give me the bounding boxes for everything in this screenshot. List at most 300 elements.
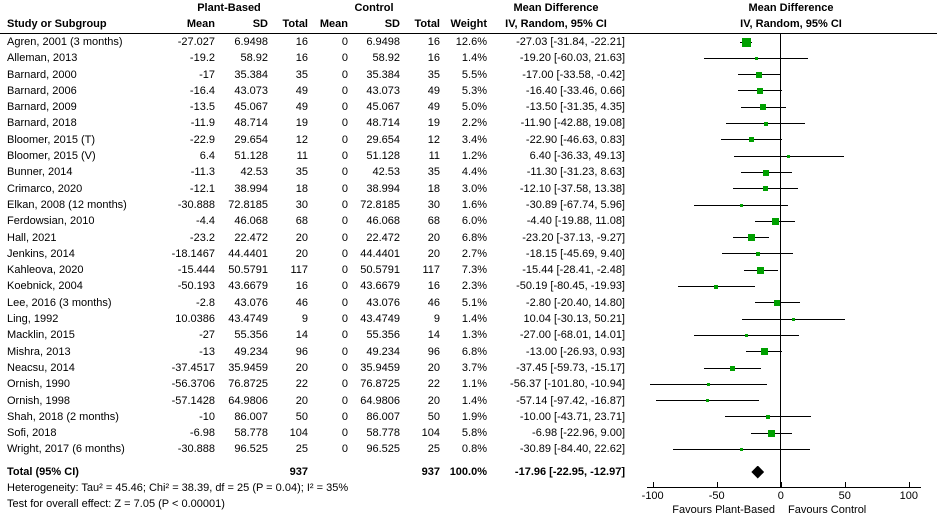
- pb-total-value: 11: [296, 150, 308, 163]
- pb-sd-value: 72.8185: [228, 198, 268, 211]
- study-row: [0, 230, 937, 246]
- group-header-control: Control: [354, 2, 394, 14]
- total-empty: [308, 464, 348, 481]
- ctrl-total-value: 20: [427, 394, 440, 407]
- ctrl-sd-value: 55.356: [366, 329, 400, 342]
- pb-mean-value: -18.1467: [171, 247, 215, 260]
- effect-marker: [748, 234, 755, 241]
- study-label: Ling, 1992: [7, 313, 59, 326]
- ci-plot-cell: [645, 344, 937, 360]
- study-row: [0, 115, 937, 131]
- study-row: [0, 246, 937, 262]
- ctrl-sd-value: 51.128: [366, 150, 400, 163]
- ctrl-sd-value: 38.994: [366, 182, 400, 195]
- effect-marker: [764, 122, 768, 126]
- md-ci-text: -50.19 [-80.45, -19.93]: [516, 280, 625, 293]
- ci-plot-cell: [645, 393, 937, 409]
- study-row: [0, 295, 937, 311]
- study-row: [0, 181, 937, 197]
- pb-mean-value: -11.3: [190, 166, 215, 179]
- axis-tick-label: 50: [838, 490, 851, 502]
- md-ci-text: -57.14 [-97.42, -16.87]: [516, 394, 625, 407]
- ci-plot-cell: [645, 295, 937, 311]
- ctrl-total-value: 16: [427, 36, 440, 48]
- effect-marker: [740, 448, 743, 451]
- ctrl-total-value: 9: [433, 313, 440, 326]
- pb-sd-value: 51.128: [234, 150, 268, 163]
- study-label: Wright, 2017 (6 months): [7, 443, 125, 456]
- pb-total-value: 35: [295, 68, 308, 81]
- col-weight: Weight: [450, 18, 487, 30]
- ctrl-sd-value: 6.9498: [366, 36, 400, 48]
- weight-value: 1.9%: [461, 410, 487, 423]
- effect-marker: [772, 218, 779, 225]
- ctrl-total-value: 20: [427, 361, 440, 374]
- study-row: [0, 376, 937, 392]
- study-label: Kahleova, 2020: [7, 264, 84, 277]
- study-label: Bloomer, 2015 (V): [7, 150, 96, 163]
- pb-total-value: 12: [295, 133, 308, 146]
- ctrl-sd-value: 58.92: [372, 52, 400, 65]
- ctrl-sd-value: 35.9459: [360, 361, 400, 374]
- md-ci-text: -30.89 [-67.74, 5.96]: [525, 198, 625, 211]
- weight-value: 1.2%: [461, 150, 487, 163]
- effect-marker: [707, 383, 710, 386]
- pb-total-value: 19: [295, 117, 308, 130]
- pb-sd-value: 43.076: [234, 296, 268, 309]
- weight-value: 6.8%: [461, 345, 487, 358]
- ctrl-sd-value: 29.654: [366, 133, 400, 146]
- effect-marker: [740, 204, 743, 207]
- ctrl-total-value: 35: [427, 68, 440, 81]
- study-row: [0, 197, 937, 213]
- pb-total-value: 35: [295, 166, 308, 179]
- md-ci-text: -37.45 [-59.73, -15.17]: [516, 361, 625, 374]
- study-label: Elkan, 2008 (12 months): [7, 198, 127, 211]
- pb-mean-value: -11.9: [190, 117, 215, 130]
- summary-diamond: [751, 466, 764, 479]
- pb-mean-value: -30.888: [177, 198, 215, 211]
- pb-total-value: 46: [295, 296, 308, 309]
- md-plot-title: Mean Difference: [748, 2, 834, 14]
- ctrl-sd-value: 86.007: [366, 410, 400, 423]
- pb-sd-value: 76.8725: [228, 378, 268, 391]
- ci-plot-cell: [645, 262, 937, 278]
- pb-total-value: 16: [295, 36, 308, 48]
- ctrl-sd-value: 76.8725: [360, 378, 400, 391]
- ci-plot-cell: [645, 50, 937, 66]
- ctrl-total-value: 46: [427, 296, 440, 309]
- ctrl-mean-value: 0: [341, 394, 348, 407]
- ctrl-total-value: 30: [427, 198, 440, 211]
- ctrl-total-value: 96: [427, 345, 440, 358]
- pb-sd-value: 44.4401: [228, 247, 268, 260]
- effect-marker: [787, 155, 790, 158]
- col-pb-total: Total: [282, 18, 308, 30]
- study-row: [0, 441, 937, 457]
- ci-plot-cell: [645, 148, 937, 164]
- ctrl-total-value: 104: [421, 427, 440, 440]
- md-ci-text: -6.98 [-22.96, 9.00]: [532, 427, 625, 440]
- pb-sd-value: 58.92: [240, 52, 268, 65]
- md-ci-text: -23.20 [-37.13, -9.27]: [522, 231, 625, 244]
- pb-mean-value: -19.2: [189, 52, 215, 65]
- ctrl-mean-value: 0: [341, 117, 348, 130]
- md-column-subtitle: IV, Random, 95% CI: [505, 18, 607, 30]
- pb-mean-value: 6.4: [199, 150, 215, 163]
- pb-sd-value: 55.356: [234, 329, 268, 342]
- weight-value: 1.4%: [461, 52, 487, 65]
- effect-marker: [763, 170, 769, 176]
- study-label: Barnard, 2006: [7, 84, 77, 97]
- ctrl-total-value: 20: [427, 247, 440, 260]
- ci-plot-cell: [645, 246, 937, 262]
- ctrl-sd-value: 46.068: [366, 215, 400, 228]
- ctrl-sd-value: 42.53: [372, 166, 400, 179]
- ctrl-total-value: 22: [427, 378, 440, 391]
- ctrl-total-value: 14: [427, 329, 440, 342]
- ctrl-mean-value: 0: [341, 198, 348, 211]
- study-row: [0, 164, 937, 180]
- effect-marker: [730, 366, 735, 371]
- pb-mean-value: -30.888: [177, 443, 215, 456]
- total-row: [0, 464, 937, 481]
- study-label: Shah, 2018 (2 months): [7, 410, 119, 423]
- weight-value: 5.3%: [461, 84, 487, 97]
- study-label: Agren, 2001 (3 months): [7, 36, 123, 48]
- pb-mean-value: -22.9: [189, 133, 215, 146]
- pb-mean-value: -57.1428: [171, 394, 215, 407]
- study-row: [0, 34, 937, 50]
- pb-total-value: 20: [295, 361, 308, 374]
- heterogeneity-stats: Heterogeneity: Tau² = 45.46; Chi² = 38.39, df = 25 (P = 0.04); I² = 35%: [7, 482, 349, 495]
- ctrl-mean-value: 0: [341, 427, 348, 440]
- weight-value: 12.6%: [455, 36, 487, 48]
- ctrl-sd-value: 44.4401: [360, 247, 400, 260]
- pb-total-value: 96: [295, 345, 308, 358]
- study-label: Neacsu, 2014: [7, 361, 75, 374]
- pb-total-value: 20: [295, 247, 308, 260]
- pb-sd-value: 46.068: [234, 215, 268, 228]
- ctrl-total-value: 18: [427, 182, 440, 195]
- ctrl-mean-value: 0: [341, 182, 348, 195]
- pb-mean-value: -50.193: [177, 280, 215, 293]
- pb-mean-value: -10: [199, 410, 215, 423]
- header-spacer: [0, 0, 150, 16]
- ctrl-total-value: 16: [427, 52, 440, 65]
- weight-value: 5.1%: [461, 296, 487, 309]
- effect-marker: [755, 57, 758, 60]
- weight-value: 5.5%: [461, 68, 487, 81]
- md-plot-subtitle: IV, Random, 95% CI: [740, 18, 842, 30]
- pb-sd-value: 29.654: [234, 133, 268, 146]
- ctrl-sd-value: 35.384: [366, 68, 400, 81]
- ctrl-mean-value: 0: [341, 52, 348, 65]
- weight-value: 0.8%: [461, 443, 487, 456]
- favours-right-label: Favours Control: [788, 504, 867, 516]
- effect-marker: [756, 72, 762, 78]
- md-ci-text: -18.15 [-45.69, 9.40]: [525, 247, 625, 260]
- total-plot-cell: [645, 464, 937, 481]
- study-label: Jenkins, 2014: [7, 247, 75, 260]
- ctrl-mean-value: 0: [341, 84, 348, 97]
- ctrl-sd-value: 45.067: [366, 101, 400, 114]
- md-ci-text: -2.80 [-20.40, 14.80]: [525, 296, 625, 309]
- favours-left-label: Favours Plant-Based: [672, 504, 775, 516]
- md-ci-text: -56.37 [-101.80, -10.94]: [510, 378, 625, 391]
- study-row: [0, 213, 937, 229]
- ctrl-sd-value: 64.9806: [360, 394, 400, 407]
- ci-plot-cell: [645, 34, 937, 50]
- md-ci-text: -15.44 [-28.41, -2.48]: [522, 264, 625, 277]
- study-label: Hall, 2021: [7, 231, 57, 244]
- pb-sd-value: 45.067: [234, 101, 268, 114]
- pb-mean-value: -13: [199, 345, 215, 358]
- pb-total-value: 49: [295, 101, 308, 114]
- ci-plot-cell: [645, 197, 937, 213]
- weight-value: 2.7%: [461, 247, 487, 260]
- study-label: Sofi, 2018: [7, 427, 57, 440]
- total-empty: [150, 464, 215, 481]
- total-ctrl-n: 937: [421, 465, 440, 478]
- ctrl-mean-value: 0: [341, 150, 348, 163]
- effect-marker: [774, 300, 780, 306]
- study-row: [0, 148, 937, 164]
- ctrl-mean-value: 0: [341, 247, 348, 260]
- effect-marker: [766, 415, 770, 419]
- pb-total-value: 9: [301, 313, 308, 326]
- ci-plot-cell: [645, 164, 937, 180]
- pb-total-value: 50: [295, 410, 308, 423]
- ctrl-mean-value: 0: [341, 166, 348, 179]
- study-row: [0, 67, 937, 83]
- ctrl-total-value: 16: [427, 280, 440, 293]
- ctrl-total-value: 25: [427, 443, 440, 456]
- total-label: Total (95% CI): [7, 465, 79, 478]
- study-label: Barnard, 2009: [7, 101, 77, 114]
- ctrl-sd-value: 43.076: [366, 296, 400, 309]
- study-label: Bloomer, 2015 (T): [7, 133, 96, 146]
- pb-total-value: 16: [295, 52, 308, 65]
- ctrl-mean-value: 0: [341, 280, 348, 293]
- md-ci-text: 10.04 [-30.13, 50.21]: [523, 313, 625, 326]
- study-label: Crimarco, 2020: [7, 182, 83, 195]
- pb-mean-value: 10.0386: [175, 313, 215, 326]
- pb-mean-value: -16.4: [189, 84, 215, 97]
- pb-sd-value: 50.5791: [228, 264, 268, 277]
- ci-plot-cell: [645, 230, 937, 246]
- weight-value: 6.0%: [461, 215, 487, 228]
- ctrl-sd-value: 50.5791: [360, 264, 400, 277]
- axis-tick-label: 100: [899, 490, 918, 502]
- table-header: [0, 0, 937, 34]
- ctrl-sd-value: 48.714: [366, 117, 400, 130]
- pb-total-value: 104: [289, 427, 308, 440]
- ctrl-mean-value: 0: [341, 313, 348, 326]
- weight-value: 5.0%: [461, 101, 487, 114]
- weight-value: 1.1%: [461, 378, 487, 391]
- effect-marker: [757, 88, 763, 94]
- study-row: [0, 360, 937, 376]
- col-pb-sd: SD: [252, 18, 268, 30]
- pb-mean-value: -17: [199, 68, 215, 81]
- pb-sd-value: 96.525: [234, 443, 268, 456]
- ctrl-sd-value: 22.472: [366, 231, 400, 244]
- pb-total-value: 22: [295, 378, 308, 391]
- ctrl-sd-value: 49.234: [366, 345, 400, 358]
- col-pb-mean: Mean: [186, 18, 215, 30]
- pb-sd-value: 48.714: [234, 117, 268, 130]
- effect-marker: [749, 137, 754, 142]
- col-ctrl-mean: Mean: [319, 18, 348, 30]
- ctrl-mean-value: 0: [341, 443, 348, 456]
- study-label: Lee, 2016 (3 months): [7, 296, 112, 309]
- ci-plot-cell: [645, 327, 937, 343]
- ctrl-total-value: 35: [427, 166, 440, 179]
- pb-mean-value: -27.027: [177, 36, 215, 48]
- md-ci-text: -4.40 [-19.88, 11.08]: [526, 215, 625, 228]
- effect-marker: [768, 430, 775, 437]
- overall-effect-test: Test for overall effect: Z = 7.05 (P < 0.00001): [7, 498, 225, 511]
- effect-marker: [756, 252, 760, 256]
- study-row: [0, 344, 937, 360]
- weight-value: 3.4%: [461, 133, 487, 146]
- axis-tick-label: -50: [708, 490, 725, 502]
- ctrl-total-value: 12: [427, 133, 440, 146]
- md-ci-text: -16.40 [-33.46, 0.66]: [525, 84, 625, 97]
- md-ci-text: -11.30 [-31.23, 8.63]: [526, 166, 625, 179]
- axis-tick-label: 0: [777, 490, 784, 502]
- md-ci-text: -19.20 [-60.03, 21.63]: [519, 52, 625, 65]
- col-ctrl-total: Total: [414, 18, 440, 30]
- ctrl-mean-value: 0: [341, 296, 348, 309]
- study-label: Ferdowsian, 2010: [7, 215, 95, 228]
- md-ci-text: 6.40 [-36.33, 49.13]: [529, 150, 625, 163]
- ctrl-total-value: 19: [427, 117, 440, 130]
- pb-sd-value: 43.073: [234, 84, 268, 97]
- ctrl-mean-value: 0: [341, 231, 348, 244]
- md-ci-text: -13.50 [-31.35, 4.35]: [525, 101, 625, 114]
- ctrl-sd-value: 72.8185: [360, 198, 400, 211]
- weight-value: 2.2%: [461, 117, 487, 130]
- ci-plot-cell: [645, 67, 937, 83]
- col-study-or-subgroup: Study or Subgroup: [7, 18, 107, 30]
- study-label: Barnard, 2018: [7, 117, 77, 130]
- pb-total-value: 16: [295, 280, 308, 293]
- weight-value: 6.8%: [461, 231, 487, 244]
- md-ci-text: -12.10 [-37.58, 13.38]: [519, 182, 625, 195]
- ctrl-mean-value: 0: [341, 410, 348, 423]
- weight-value: 1.4%: [461, 394, 487, 407]
- pb-sd-value: 38.994: [234, 182, 268, 195]
- ctrl-mean-value: 0: [341, 36, 348, 48]
- pb-total-value: 25: [295, 443, 308, 456]
- pb-mean-value: -13.5: [189, 101, 215, 114]
- effect-marker: [714, 285, 718, 289]
- study-row: [0, 409, 937, 425]
- ctrl-sd-value: 58.778: [366, 427, 400, 440]
- study-row: [0, 83, 937, 99]
- md-ci-text: -30.89 [-84.40, 22.62]: [519, 443, 625, 456]
- pb-sd-value: 35.9459: [228, 361, 268, 374]
- pb-sd-value: 35.384: [234, 68, 268, 81]
- ci-plot-cell: [645, 83, 937, 99]
- group-header-plant-based: Plant-Based: [197, 2, 261, 14]
- md-ci-text: -27.00 [-68.01, 14.01]: [519, 329, 625, 342]
- ci-plot-cell: [645, 278, 937, 294]
- ci-plot-cell: [645, 181, 937, 197]
- study-label: Macklin, 2015: [7, 329, 75, 342]
- study-label: Ornish, 1990: [7, 378, 70, 391]
- ci-plot-cell: [645, 213, 937, 229]
- study-row: [0, 262, 937, 278]
- total-pb-n: 937: [289, 465, 308, 478]
- ctrl-total-value: 11: [428, 150, 440, 163]
- pb-mean-value: -56.3706: [171, 378, 215, 391]
- ctrl-sd-value: 43.073: [366, 84, 400, 97]
- ctrl-mean-value: 0: [341, 329, 348, 342]
- ctrl-mean-value: 0: [341, 215, 348, 228]
- ctrl-sd-value: 43.6679: [360, 280, 400, 293]
- ctrl-sd-value: 96.525: [366, 443, 400, 456]
- pb-total-value: 68: [295, 215, 308, 228]
- effect-marker: [760, 104, 766, 110]
- pb-mean-value: -37.4517: [171, 361, 215, 374]
- pb-sd-value: 49.234: [234, 345, 268, 358]
- ctrl-total-value: 49: [427, 84, 440, 97]
- md-ci-text: -10.00 [-43.71, 23.71]: [519, 410, 625, 423]
- weight-value: 7.3%: [461, 264, 487, 277]
- ci-plot-cell: [645, 99, 937, 115]
- pb-mean-value: -23.2: [189, 231, 215, 244]
- study-row: [0, 132, 937, 148]
- ci-plot-cell: [645, 376, 937, 392]
- ci-plot-cell: [645, 409, 937, 425]
- study-row: [0, 311, 937, 327]
- pb-total-value: 20: [295, 394, 308, 407]
- ctrl-total-value: 68: [427, 215, 440, 228]
- study-label: Barnard, 2000: [7, 68, 77, 81]
- ctrl-mean-value: 0: [341, 378, 348, 391]
- pb-mean-value: -4.4: [196, 215, 215, 228]
- study-label: Koebnick, 2004: [7, 280, 83, 293]
- ci-plot-cell: [645, 441, 937, 457]
- pb-mean-value: -27: [199, 329, 215, 342]
- effect-marker: [757, 267, 764, 274]
- ctrl-total-value: 117: [422, 264, 440, 277]
- ctrl-total-value: 20: [427, 231, 440, 244]
- total-weight: 100.0%: [449, 465, 487, 478]
- pb-mean-value: -2.8: [196, 296, 215, 309]
- effect-marker: [742, 38, 751, 47]
- effect-marker: [706, 399, 709, 402]
- pb-sd-value: 86.007: [234, 410, 268, 423]
- study-row: [0, 50, 937, 66]
- axis-tick-label: -100: [641, 490, 664, 502]
- study-label: Ornish, 1998: [7, 394, 70, 407]
- col-ctrl-sd: SD: [384, 18, 400, 30]
- pb-mean-value: -15.444: [177, 264, 215, 277]
- total-ci-text: -17.96 [-22.95, -12.97]: [514, 465, 625, 478]
- pb-total-value: 20: [295, 231, 308, 244]
- pb-sd-value: 43.6679: [228, 280, 268, 293]
- weight-value: 1.3%: [461, 329, 487, 342]
- ci-plot-cell: [645, 360, 937, 376]
- weight-value: 3.7%: [461, 361, 487, 374]
- effect-marker: [792, 318, 795, 321]
- ci-plot-cell: [645, 311, 937, 327]
- md-ci-text: -11.90 [-42.88, 19.08]: [520, 117, 625, 130]
